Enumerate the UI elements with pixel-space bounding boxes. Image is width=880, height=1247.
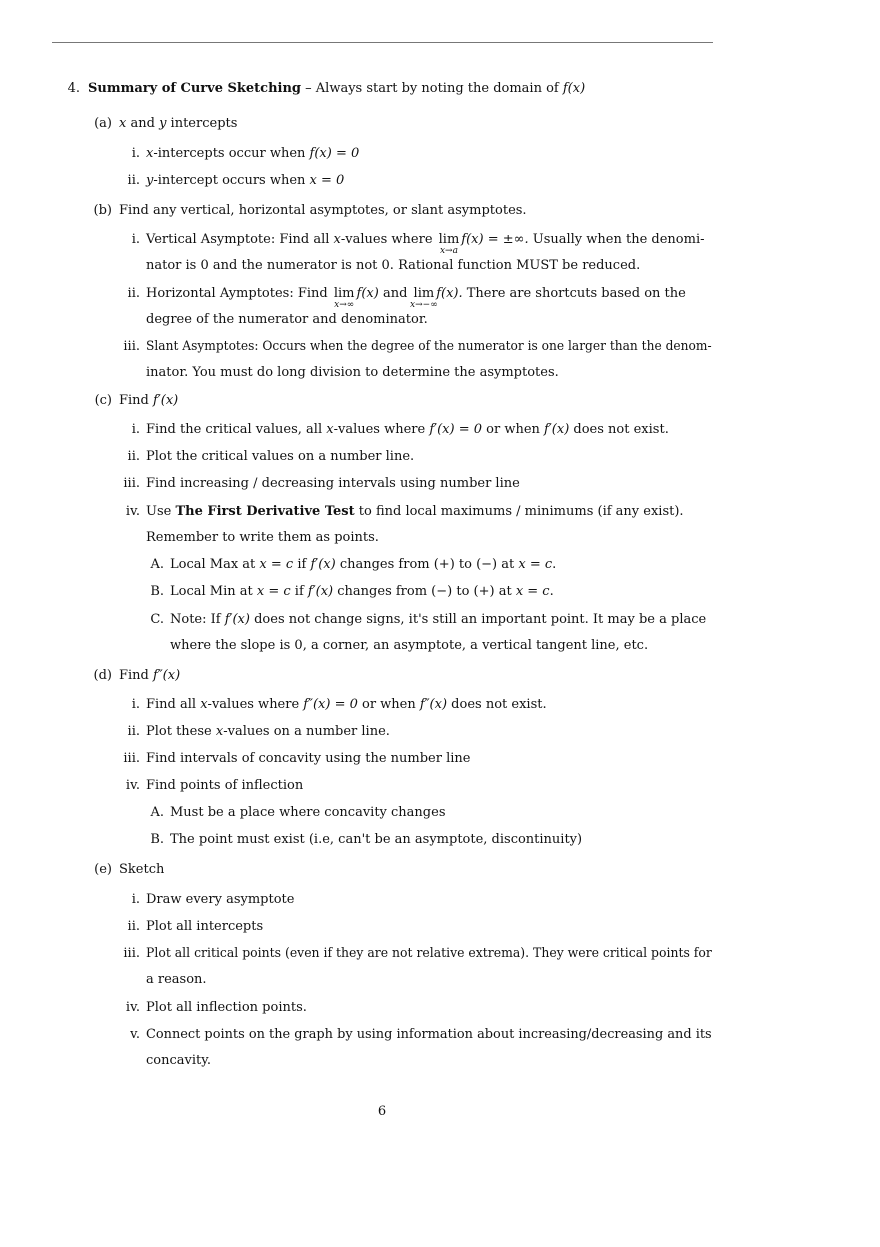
text: -values where: [340, 232, 437, 247]
text: Find: [119, 393, 154, 408]
label-b-i: i.: [131, 232, 140, 247]
text: or when: [357, 697, 420, 712]
math-eq: x = c: [518, 557, 553, 572]
item-c-iv-C-cont: where the slope is 0, a corner, an asymptote, a vertical tangent line, etc.: [170, 638, 649, 653]
item-b: Find any vertical, horizontal asymptotes, or slant asymptotes.: [119, 203, 527, 218]
item-b-ii: [146, 286, 686, 310]
text: -intercept occurs when: [153, 173, 310, 188]
math-y: y: [146, 173, 154, 188]
text: if: [293, 557, 311, 572]
text: to find local maximums / minimums (if any exist).: [354, 504, 684, 519]
lim-subscript: x→∞: [334, 300, 355, 310]
label-a-ii: ii.: [127, 173, 140, 188]
section-subtitle: Always start by noting the domain of: [315, 81, 563, 96]
math-fx: f′(x): [310, 557, 336, 572]
item-c-ii: Plot the critical values on a number line.: [146, 449, 415, 464]
text: changes from (−) to (+) at: [333, 584, 516, 599]
label-d-iv-A: A.: [150, 805, 164, 820]
text: does not change signs, it's still an important point. It may be a place: [249, 612, 707, 627]
text: .: [552, 557, 557, 572]
lim-word: lim: [413, 286, 435, 301]
item-e-iv: Plot all inflection points.: [146, 1000, 307, 1015]
label-e-i: i.: [131, 892, 140, 907]
item-a-ii: [146, 173, 344, 189]
text: and: [378, 286, 412, 301]
item-b-ii-cont: degree of the numerator and denominator.: [146, 312, 428, 327]
label-d: (d): [93, 668, 112, 683]
math-x: x: [333, 232, 341, 247]
label-c-iv: iv.: [125, 504, 140, 519]
math-fx: f′(x): [153, 393, 179, 408]
item-c-i: [146, 422, 669, 438]
label-a-i: i.: [131, 146, 140, 161]
item-c-iii: Find increasing / decreasing intervals using number line: [146, 476, 520, 491]
label-c-iii: iii.: [123, 476, 140, 491]
item-a-i: [146, 146, 359, 162]
text: Local Max at: [170, 557, 260, 572]
lim-subscript: x→−∞: [410, 300, 438, 310]
label-d-iii: iii.: [123, 751, 140, 766]
math-eq: x = c: [259, 557, 294, 572]
item-e-v-cont: concavity.: [146, 1053, 211, 1068]
item-d-iv-B: The point must exist (i.e, can't be an asymptote, discontinuity): [170, 832, 583, 847]
limit-expression: [410, 286, 438, 310]
item-d-ii: [146, 724, 390, 740]
page-number: 6: [377, 1104, 387, 1119]
text: -values on a number line.: [223, 724, 390, 739]
text: or when: [482, 422, 545, 437]
math-x: x: [200, 697, 208, 712]
item-c-iv-B: [170, 584, 554, 600]
text: does not exist.: [569, 422, 669, 437]
text: .: [549, 584, 554, 599]
text: Usually when the denomi-: [528, 232, 705, 247]
math-y: y: [159, 116, 167, 131]
lim-word: lim: [438, 232, 460, 247]
math-eq: x = 0: [309, 173, 345, 188]
item-e-ii: Plot all intercepts: [146, 919, 264, 934]
item-b-i-cont: nator is 0 and the numerator is not 0. Rational function MUST be reduced.: [146, 258, 641, 273]
item-e-i: Draw every asymptote: [146, 892, 295, 907]
item-b-iii: Slant Asymptotes: Occurs when the degree of the numerator is one larger than the denom-: [146, 339, 712, 354]
lim-subscript: x→a: [439, 246, 458, 256]
item-a: [119, 116, 237, 132]
label-c-iv-A: A.: [150, 557, 164, 572]
math-fx: f″(x): [419, 697, 448, 712]
header-rule: [52, 42, 713, 43]
section-title: Summary of Curve Sketching: [88, 81, 302, 96]
math-fx: f(x): [562, 81, 586, 96]
label-e-ii: ii.: [127, 919, 140, 934]
text: Use: [146, 504, 176, 519]
item-e-iii: Plot all critical points (even if they are not relative extrema). They were critical points for: [146, 946, 712, 961]
label-c-i: i.: [131, 422, 140, 437]
text: Find the critical values, all: [146, 422, 327, 437]
math-x: x: [119, 116, 127, 131]
label-e-iii: iii.: [123, 946, 140, 961]
label-b-ii: ii.: [127, 286, 140, 301]
item-number: 4.: [67, 81, 80, 96]
math-fx: f′(x): [307, 584, 334, 599]
item-d-iii: Find intervals of concavity using the number line: [146, 751, 471, 766]
math-eq: f(x) = ±∞.: [461, 232, 529, 247]
label-c-iv-B: B.: [150, 584, 164, 599]
label-d-ii: ii.: [127, 724, 140, 739]
lim-word: lim: [333, 286, 355, 301]
item-c-iv: [146, 504, 684, 520]
math-fx: f(x): [356, 286, 379, 301]
text: intercepts: [166, 116, 238, 131]
math-eq: f(x) = 0: [309, 146, 360, 161]
math-fx: f′(x): [544, 422, 570, 437]
math-eq: f″(x) = 0: [303, 697, 358, 712]
text: Horizontal Aymptotes: Find: [146, 286, 332, 301]
item-d-iv-A: Must be a place where concavity changes: [170, 805, 446, 820]
label-c-iv-C: C.: [150, 612, 164, 627]
text: -values where: [333, 422, 430, 437]
item-e-v: Connect points on the graph by using information about increasing/decreasing and its: [146, 1027, 712, 1042]
label-e: (e): [94, 862, 112, 877]
math-fx: f″(x): [153, 668, 181, 683]
text: if: [290, 584, 308, 599]
math-eq: x = c: [515, 584, 550, 599]
item-c-iv-cont: Remember to write them as points.: [146, 530, 379, 545]
math-x: x: [146, 146, 154, 161]
item-e: Sketch: [119, 862, 165, 877]
text: Vertical Asymptote: Find all: [146, 232, 334, 247]
label-b: (b): [93, 203, 112, 218]
item-b-i: [146, 232, 705, 256]
limit-expression: [333, 286, 355, 310]
text: There are shortcuts based on the: [462, 286, 686, 301]
title-dash: –: [301, 81, 316, 96]
text: does not exist.: [447, 697, 547, 712]
label-c: (c): [94, 393, 112, 408]
item-d-i: [146, 697, 547, 713]
text: Find: [119, 668, 154, 683]
label-e-iv: iv.: [125, 1000, 140, 1015]
text: Plot these: [146, 724, 216, 739]
math-eq: f′(x) = 0: [429, 422, 483, 437]
math-x: x: [326, 422, 334, 437]
text: and: [126, 116, 160, 131]
item-e-iii-cont: a reason.: [146, 972, 207, 987]
label-c-ii: ii.: [127, 449, 140, 464]
section-heading: [88, 81, 585, 97]
label-d-iv-B: B.: [150, 832, 164, 847]
item-c-iv-C: [170, 612, 706, 628]
item-c-iv-A: [170, 557, 556, 573]
math-eq: x = c: [256, 584, 291, 599]
label-e-v: v.: [130, 1027, 140, 1042]
math-fx: f(x).: [436, 286, 463, 301]
text: -values where: [207, 697, 304, 712]
text: Note: If: [170, 612, 225, 627]
label-d-iv: iv.: [125, 778, 140, 793]
text: -intercepts occur when: [153, 146, 310, 161]
item-b-iii-cont: inator. You must do long division to determine the asymptotes.: [146, 365, 559, 380]
text: Local Min at: [170, 584, 257, 599]
label-a: (a): [94, 116, 112, 131]
bold-term: The First Derivative Test: [175, 504, 355, 519]
text: Find all: [146, 697, 201, 712]
label-b-iii: iii.: [123, 339, 140, 354]
label-d-i: i.: [131, 697, 140, 712]
limit-expression: [438, 232, 460, 256]
math-x: x: [215, 724, 224, 739]
item-c: [119, 393, 178, 409]
item-d: [119, 668, 180, 684]
text: changes from (+) to (−) at: [335, 557, 519, 572]
math-fx: f′(x): [224, 612, 250, 627]
item-d-iv: Find points of inflection: [146, 778, 304, 793]
